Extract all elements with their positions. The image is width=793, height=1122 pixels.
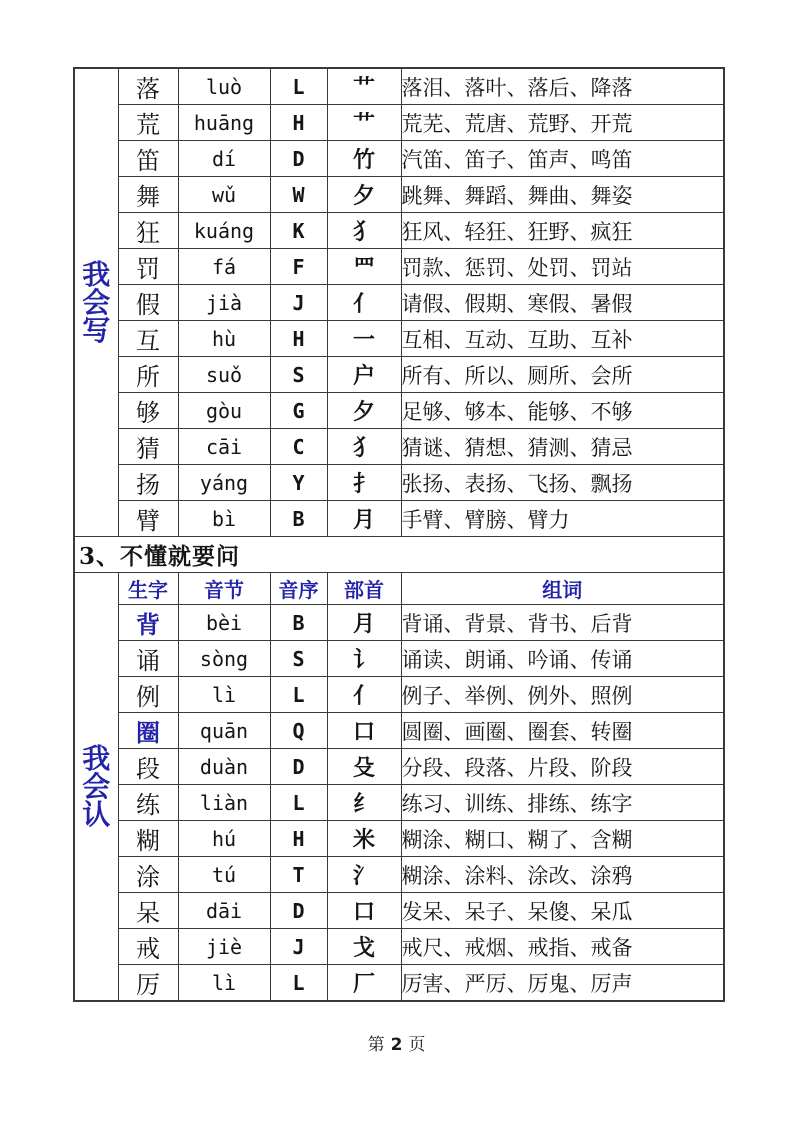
table-row	[74, 857, 724, 893]
pinyin-cell: liàn	[178, 785, 270, 821]
words-cell: 例子、举例、例外、照例	[401, 677, 724, 713]
page-number	[0, 1030, 793, 1055]
initial-cell: W	[270, 177, 327, 213]
pinyin-cell: wǔ	[178, 177, 270, 213]
column-header: 部首	[327, 573, 401, 605]
words-cell: 糊涂、糊口、糊了、含糊	[401, 821, 724, 857]
char-cell: 呆	[118, 893, 178, 929]
initial-cell: H	[270, 105, 327, 141]
sidebar-char: 会	[82, 769, 111, 803]
pinyin-cell: lì	[178, 677, 270, 713]
table-row	[74, 929, 724, 965]
radical-cell: 罒	[327, 249, 401, 285]
column-header: 音节	[178, 573, 270, 605]
words-cell: 厉害、严厉、厉鬼、厉声	[401, 965, 724, 1002]
char-cell: 段	[118, 749, 178, 785]
pinyin-cell: quān	[178, 713, 270, 749]
sidebar-char: 我	[82, 741, 111, 775]
words-cell: 跳舞、舞蹈、舞曲、舞姿	[401, 177, 724, 213]
words-cell: 背诵、背景、背书、后背	[401, 605, 724, 641]
words-cell: 互相、互动、互助、互补	[401, 321, 724, 357]
char-cell: 戒	[118, 929, 178, 965]
radical-cell: 扌	[327, 465, 401, 501]
pinyin-cell: hú	[178, 821, 270, 857]
vocabulary-sheet	[73, 67, 725, 1002]
char-cell: 假	[118, 285, 178, 321]
pinyin-cell: jiè	[178, 929, 270, 965]
initial-cell: D	[270, 893, 327, 929]
pinyin-cell: dí	[178, 141, 270, 177]
table-row	[74, 821, 724, 857]
radical-cell: 月	[327, 605, 401, 641]
sidebar-char: 写	[82, 313, 111, 347]
initial-cell: K	[270, 213, 327, 249]
table-write-body	[74, 68, 724, 537]
initial-cell: T	[270, 857, 327, 893]
pinyin-cell: bì	[178, 501, 270, 537]
section-row	[74, 537, 724, 573]
initial-cell: Y	[270, 465, 327, 501]
column-header: 音序	[270, 573, 327, 605]
char-cell: 厉	[118, 965, 178, 1002]
words-cell: 所有、所以、厕所、会所	[401, 357, 724, 393]
initial-cell: B	[270, 605, 327, 641]
column-header: 生字	[118, 573, 178, 605]
words-cell: 足够、够本、能够、不够	[401, 393, 724, 429]
char-cell: 猜	[118, 429, 178, 465]
sidebar-char: 认	[82, 797, 111, 831]
radical-cell: 亻	[327, 285, 401, 321]
radical-cell: 讠	[327, 641, 401, 677]
pinyin-cell: suǒ	[178, 357, 270, 393]
words-cell: 罚款、惩罚、处罚、罚站	[401, 249, 724, 285]
radical-cell: 户	[327, 357, 401, 393]
pinyin-cell: huāng	[178, 105, 270, 141]
char-cell: 够	[118, 393, 178, 429]
radical-cell: 艹	[327, 68, 401, 105]
pinyin-cell: bèi	[178, 605, 270, 641]
radical-cell: 氵	[327, 857, 401, 893]
table-row	[74, 501, 724, 537]
table-row	[74, 605, 724, 641]
table-row	[74, 105, 724, 141]
table-row	[74, 465, 724, 501]
radical-cell: 厂	[327, 965, 401, 1002]
radical-cell: 亻	[327, 677, 401, 713]
initial-cell: B	[270, 501, 327, 537]
section-row-body	[74, 537, 724, 573]
pinyin-cell: dāi	[178, 893, 270, 929]
initial-cell: J	[270, 285, 327, 321]
char-cell: 涂	[118, 857, 178, 893]
sidebar-char: 我	[82, 257, 111, 291]
table-row	[74, 68, 724, 105]
radical-cell: 夕	[327, 177, 401, 213]
words-cell: 荒芜、荒唐、荒野、开荒	[401, 105, 724, 141]
words-cell: 圆圈、画圈、圈套、转圈	[401, 713, 724, 749]
radical-cell: 一	[327, 321, 401, 357]
radical-cell: 艹	[327, 105, 401, 141]
initial-cell: L	[270, 965, 327, 1002]
table-row	[74, 177, 724, 213]
radical-cell: 犭	[327, 429, 401, 465]
page-number-prefix: 第	[367, 1035, 385, 1055]
initial-cell: S	[270, 357, 327, 393]
initial-cell: H	[270, 321, 327, 357]
char-cell: 扬	[118, 465, 178, 501]
radical-cell: 竹	[327, 141, 401, 177]
table-row	[74, 965, 724, 1002]
column-header: 组词	[401, 573, 724, 605]
words-cell: 请假、假期、寒假、暑假	[401, 285, 724, 321]
initial-cell: D	[270, 749, 327, 785]
vocab-table	[73, 67, 725, 1002]
sidebar-label-i-can-write	[74, 68, 118, 537]
table-row	[74, 321, 724, 357]
char-cell: 荒	[118, 105, 178, 141]
section-title: 3、不懂就要问	[74, 537, 724, 573]
pinyin-cell: duàn	[178, 749, 270, 785]
words-cell: 张扬、表扬、飞扬、飘扬	[401, 465, 724, 501]
initial-cell: H	[270, 821, 327, 857]
char-cell: 笛	[118, 141, 178, 177]
char-cell: 舞	[118, 177, 178, 213]
radical-cell: 夕	[327, 393, 401, 429]
table-row	[74, 249, 724, 285]
char-cell: 糊	[118, 821, 178, 857]
table-row	[74, 713, 724, 749]
initial-cell: L	[270, 68, 327, 105]
initial-cell: L	[270, 785, 327, 821]
table-row	[74, 393, 724, 429]
table-row	[74, 641, 724, 677]
char-cell: 狂	[118, 213, 178, 249]
words-cell: 狂风、轻狂、狂野、疯狂	[401, 213, 724, 249]
initial-cell: G	[270, 393, 327, 429]
char-cell: 罚	[118, 249, 178, 285]
initial-cell: D	[270, 141, 327, 177]
pinyin-cell: jià	[178, 285, 270, 321]
radical-cell: 米	[327, 821, 401, 857]
radical-cell: 戈	[327, 929, 401, 965]
radical-cell: 口	[327, 713, 401, 749]
radical-cell: 殳	[327, 749, 401, 785]
char-cell: 例	[118, 677, 178, 713]
table-row	[74, 357, 724, 393]
initial-cell: Q	[270, 713, 327, 749]
char-cell: 所	[118, 357, 178, 393]
table-row	[74, 749, 724, 785]
pinyin-cell: sòng	[178, 641, 270, 677]
words-cell: 分段、段落、片段、阶段	[401, 749, 724, 785]
pinyin-cell: kuáng	[178, 213, 270, 249]
pinyin-cell: tú	[178, 857, 270, 893]
table-row	[74, 141, 724, 177]
pinyin-cell: lì	[178, 965, 270, 1002]
words-cell: 练习、训练、排练、练字	[401, 785, 724, 821]
initial-cell: S	[270, 641, 327, 677]
table-row	[74, 677, 724, 713]
char-cell: 练	[118, 785, 178, 821]
radical-cell: 犭	[327, 213, 401, 249]
char-cell: 臂	[118, 501, 178, 537]
radical-cell: 月	[327, 501, 401, 537]
words-cell: 猜谜、猜想、猜测、猜忌	[401, 429, 724, 465]
char-cell: 圈	[118, 713, 178, 749]
words-cell: 手臂、臂膀、臂力	[401, 501, 724, 537]
initial-cell: F	[270, 249, 327, 285]
table-row	[74, 893, 724, 929]
radical-cell: 口	[327, 893, 401, 929]
char-cell: 诵	[118, 641, 178, 677]
initial-cell: C	[270, 429, 327, 465]
radical-cell: 纟	[327, 785, 401, 821]
table-row	[74, 785, 724, 821]
pinyin-cell: cāi	[178, 429, 270, 465]
char-cell: 落	[118, 68, 178, 105]
table-row	[74, 213, 724, 249]
table-row	[74, 429, 724, 465]
pinyin-cell: gòu	[178, 393, 270, 429]
initial-cell: J	[270, 929, 327, 965]
column-header-row	[74, 573, 724, 605]
table-recognize-body	[74, 573, 724, 1002]
words-cell: 落泪、落叶、落后、降落	[401, 68, 724, 105]
words-cell: 发呆、呆子、呆傻、呆瓜	[401, 893, 724, 929]
words-cell: 诵读、朗诵、吟诵、传诵	[401, 641, 724, 677]
char-cell: 互	[118, 321, 178, 357]
words-cell: 汽笛、笛子、笛声、鸣笛	[401, 141, 724, 177]
words-cell: 戒尺、戒烟、戒指、戒备	[401, 929, 724, 965]
sidebar-label-i-can-recognize	[74, 573, 118, 1002]
table-row	[74, 285, 724, 321]
initial-cell: L	[270, 677, 327, 713]
pinyin-cell: hù	[178, 321, 270, 357]
page-number-suffix: 页	[408, 1035, 426, 1055]
char-cell: 背	[118, 605, 178, 641]
sidebar-char: 会	[82, 285, 111, 319]
pinyin-cell: fá	[178, 249, 270, 285]
pinyin-cell: luò	[178, 68, 270, 105]
words-cell: 糊涂、涂料、涂改、涂鸦	[401, 857, 724, 893]
page-number-value: 2	[390, 1035, 403, 1055]
pinyin-cell: yáng	[178, 465, 270, 501]
